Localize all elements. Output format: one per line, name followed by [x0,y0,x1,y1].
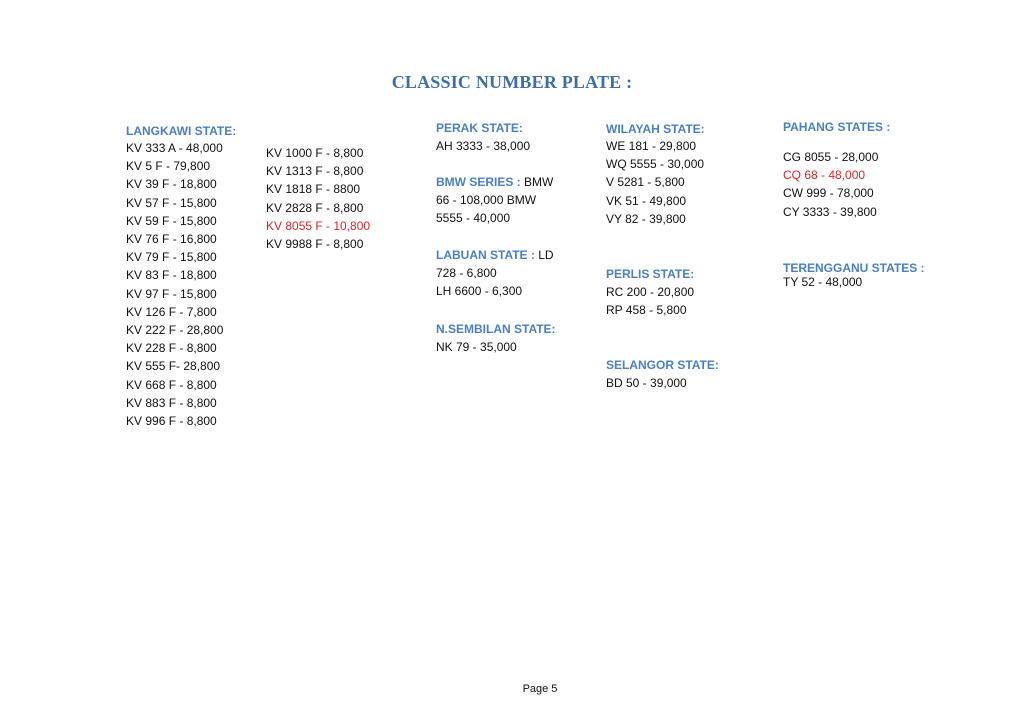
terengganu-heading: TERENGGANU STATES : [783,261,925,275]
bmw-list [436,191,536,227]
labuan-list [436,264,522,300]
plate-item: KV 2828 F - 8,800 [266,200,364,215]
langkawi-list-2 [266,144,370,253]
perak-heading: PERAK STATE: [436,121,523,135]
labuan-heading: LABUAN STATE : [436,248,535,262]
pahang-heading: PAHANG STATES : [783,120,891,134]
bmw-heading-line [436,173,553,191]
plate-item: KV 333 A - 48,000 [126,141,223,155]
plate-item: KV 126 F - 7,800 [126,304,217,319]
plate-item: TY 52 - 48,000 [783,275,863,289]
plate-item-highlighted: CQ 68 - 48,000 [783,168,866,183]
plate-item: AH 3333 - 38,000 [436,139,531,153]
plate-item: KV 1313 F - 8,800 [266,164,364,179]
plate-item: 5555 - 40,000 [436,211,511,226]
plate-item: KV 9988 F - 8,800 [266,237,364,252]
plate-item: CG 8055 - 28,000 [783,150,879,164]
plate-item: KV 83 F - 18,800 [126,268,217,283]
bmw-heading: BMW SERIES : [436,175,521,189]
plate-item: KV 668 F - 8,800 [126,377,217,392]
wilayah-heading: WILAYAH STATE: [606,122,705,136]
perlis-heading: PERLIS STATE: [606,267,695,281]
plate-item: KV 79 F - 15,800 [126,250,217,265]
langkawi-heading: LANGKAWI STATE: [126,124,237,138]
wilayah-list [606,137,704,228]
plate-item: KV 57 F - 15,800 [126,195,217,210]
nsembilan-heading: N.SEMBILAN STATE: [436,322,556,336]
plate-item: 66 - 108,000 BMW [436,193,537,207]
pahang-list [783,148,878,221]
plate-item: KV 97 F - 15,800 [126,286,217,301]
plate-item: KV 228 F - 8,800 [126,341,217,356]
plate-item: VK 51 - 49,800 [606,193,687,208]
labuan-lead: LD [534,248,554,262]
plate-item: VY 82 - 39,800 [606,211,686,226]
plate-item: CY 3333 - 39,800 [783,204,877,219]
plate-item: KV 883 F - 8,800 [126,395,217,410]
plate-item: BD 50 - 39,000 [606,376,687,390]
plate-item: KV 5 F - 79,800 [126,159,211,174]
labuan-heading-line [436,246,554,264]
page-title: CLASSIC NUMBER PLATE : [391,72,633,92]
plate-item: RC 200 - 20,800 [606,285,695,299]
langkawi-list-1 [126,139,223,430]
plate-item: KV 996 F - 8,800 [126,414,217,429]
plate-item-highlighted: KV 8055 F - 10,800 [266,218,371,233]
plate-item: WQ 5555 - 30,000 [606,157,705,172]
bmw-lead: BMW [520,175,554,189]
perlis-list [606,283,694,319]
plate-item: RP 458 - 5,800 [606,303,687,318]
plate-item: LH 6600 - 6,300 [436,284,523,299]
plate-item: NK 79 - 35,000 [436,340,517,354]
plate-item: KV 39 F - 18,800 [126,177,217,192]
plate-item: KV 222 F - 28,800 [126,323,224,338]
plate-item: KV 555 F- 28,800 [126,359,221,374]
plate-item: KV 59 F - 15,800 [126,213,217,228]
plate-item: WE 181 - 29,800 [606,139,697,153]
selangor-heading: SELANGOR STATE: [606,358,719,372]
page-number: Page 5 [522,683,558,695]
plate-item: KV 1818 F - 8800 [266,182,361,197]
plate-item: 728 - 6,800 [436,266,497,280]
plate-item: V 5281 - 5,800 [606,175,685,190]
plate-item: KV 1000 F - 8,800 [266,146,364,160]
plate-item: KV 76 F - 16,800 [126,232,217,247]
plate-item: CW 999 - 78,000 [783,186,874,201]
